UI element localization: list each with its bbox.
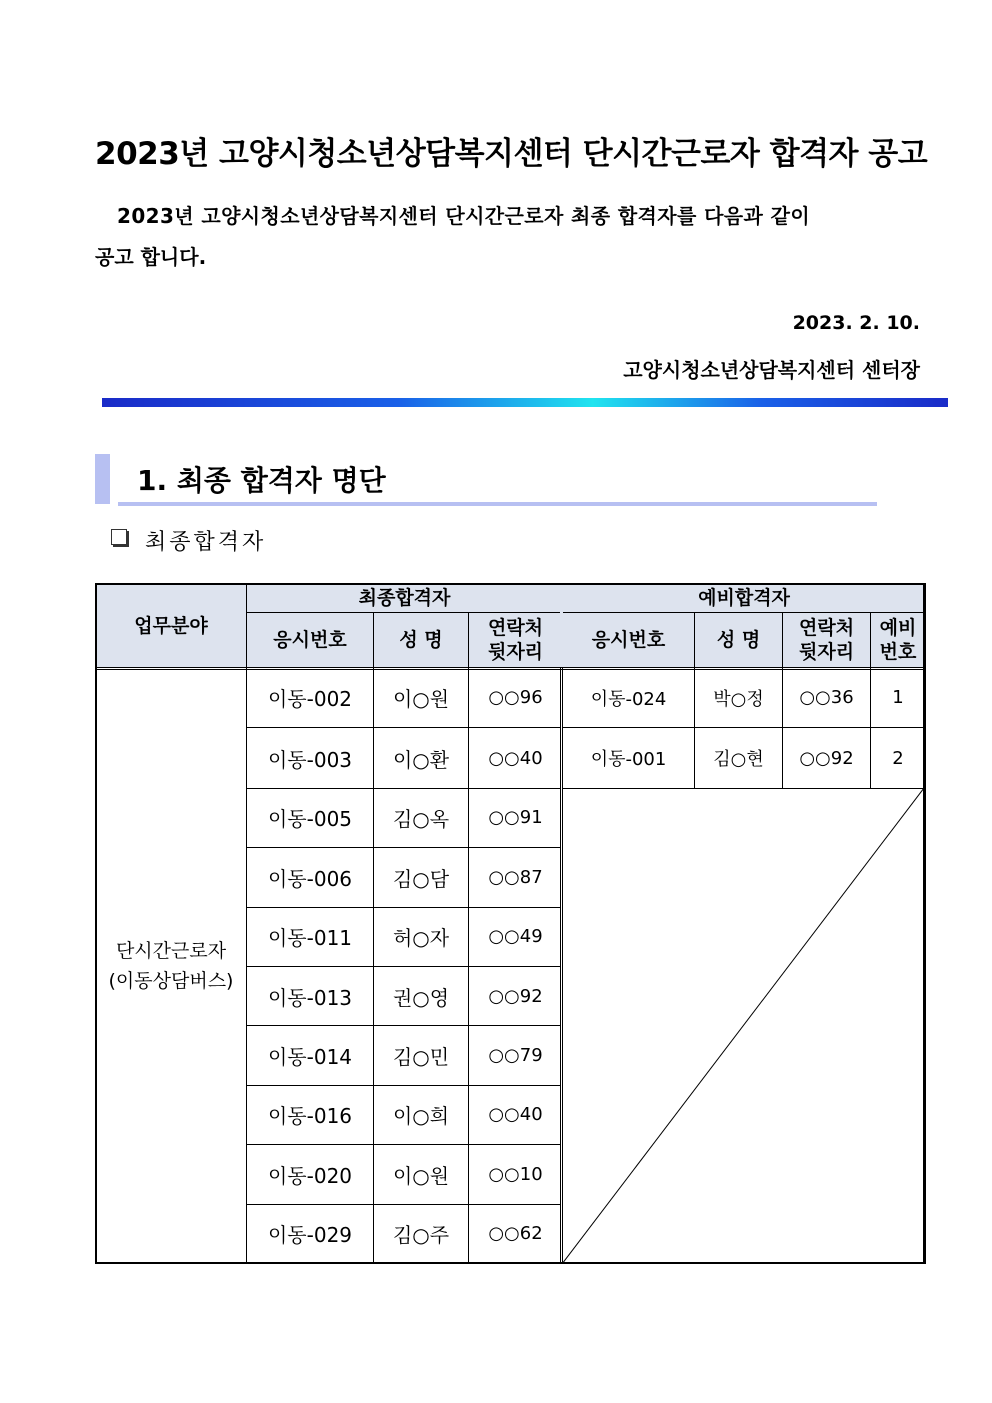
final-contact: ○○91 [469, 788, 563, 847]
final-contact: ○○87 [469, 848, 563, 907]
reserve-name: 김○현 [695, 728, 783, 788]
header-reserve-rank-line2: 번호 [879, 641, 917, 663]
header-reserve-contact [783, 613, 871, 668]
final-name: 이○환 [374, 728, 469, 788]
header-divider-double [97, 667, 923, 670]
field-line2: (이동상담버스) [108, 969, 234, 992]
section-title: 1. 최종 합격자 명단 [137, 464, 386, 497]
reserve-exam-no: 이동-024 [563, 668, 695, 728]
final-exam-no: 이동-014 [247, 1026, 374, 1085]
reserve-contact: ○○36 [783, 668, 871, 728]
final-name: 김○옥 [374, 788, 469, 847]
final-contact: ○○96 [469, 668, 563, 728]
subsection-title: 최종합격자 [145, 530, 267, 555]
reserve-empty-area [563, 788, 926, 1263]
header-reserve-rank [871, 613, 926, 668]
reserve-contact: ○○92 [783, 728, 871, 788]
header-reserve-contact-line1: 연락처 [798, 617, 855, 639]
final-exam-no: 이동-002 [247, 668, 374, 728]
table-row [96, 668, 926, 728]
final-exam-no: 이동-029 [247, 1204, 374, 1263]
signer: 고양시청소년상담복지센터 센터장 [623, 358, 920, 382]
final-name: 김○주 [374, 1204, 469, 1263]
final-contact: ○○92 [469, 966, 563, 1025]
header-final-group: 최종합격자 [247, 584, 563, 613]
final-exam-no: 이동-006 [247, 848, 374, 907]
final-exam-no: 이동-005 [247, 788, 374, 847]
reserve-name: 박○정 [695, 668, 783, 728]
section-underline [118, 502, 877, 506]
header-reserve-name: 성 명 [695, 613, 783, 668]
final-exam-no: 이동-020 [247, 1145, 374, 1204]
header-name: 성 명 [374, 613, 469, 668]
intro-line-2: 공고 합니다. [95, 245, 207, 269]
final-name: 김○담 [374, 848, 469, 907]
group-divider-vertical-header [560, 585, 563, 667]
header-reserve-exam-no: 응시번호 [563, 613, 695, 668]
final-name: 이○희 [374, 1085, 469, 1144]
final-name: 이○원 [374, 668, 469, 728]
final-contact: ○○79 [469, 1026, 563, 1085]
section-marker [95, 454, 110, 504]
gradient-divider [102, 398, 948, 407]
final-contact: ○○49 [469, 907, 563, 966]
final-contact: ○○40 [469, 728, 563, 788]
header-exam-no: 응시번호 [247, 613, 374, 668]
final-name: 이○원 [374, 1145, 469, 1204]
header-contact-line2: 뒷자리 [487, 641, 544, 663]
header-contact [469, 613, 563, 668]
header-reserve-contact-line2: 뒷자리 [798, 641, 855, 663]
header-field: 업무분야 [96, 584, 247, 668]
header-contact-line1: 연락처 [487, 617, 544, 639]
reserve-exam-no: 이동-001 [563, 728, 695, 788]
final-name: 권○영 [374, 966, 469, 1025]
final-exam-no: 이동-003 [247, 728, 374, 788]
document-title: 2023년 고양시청소년상담복지센터 단시간근로자 합격자 공고 [95, 136, 928, 172]
reserve-rank: 1 [871, 668, 926, 728]
group-divider-vertical [560, 585, 563, 1262]
intro-paragraph [95, 196, 900, 278]
final-exam-no: 이동-016 [247, 1085, 374, 1144]
reserve-rank: 2 [871, 728, 926, 788]
final-exam-no: 이동-013 [247, 966, 374, 1025]
final-contact: ○○40 [469, 1085, 563, 1144]
header-reserve-group: 예비합격자 [563, 584, 926, 613]
field-line1: 단시간근로자 [115, 939, 227, 962]
checkbox-icon [111, 529, 127, 545]
header-reserve-rank-line1: 예비 [879, 617, 917, 639]
field-cell [96, 668, 247, 1264]
final-contact: ○○10 [469, 1145, 563, 1204]
final-contact: ○○62 [469, 1204, 563, 1263]
final-name: 김○민 [374, 1026, 469, 1085]
roster-table [95, 583, 926, 1264]
intro-line-1: 2023년 고양시청소년상담복지센터 단시간근로자 최종 합격자를 다음과 같이 [117, 204, 811, 228]
final-exam-no: 이동-011 [247, 907, 374, 966]
final-name: 허○자 [374, 907, 469, 966]
announcement-date: 2023. 2. 10. [792, 312, 920, 334]
